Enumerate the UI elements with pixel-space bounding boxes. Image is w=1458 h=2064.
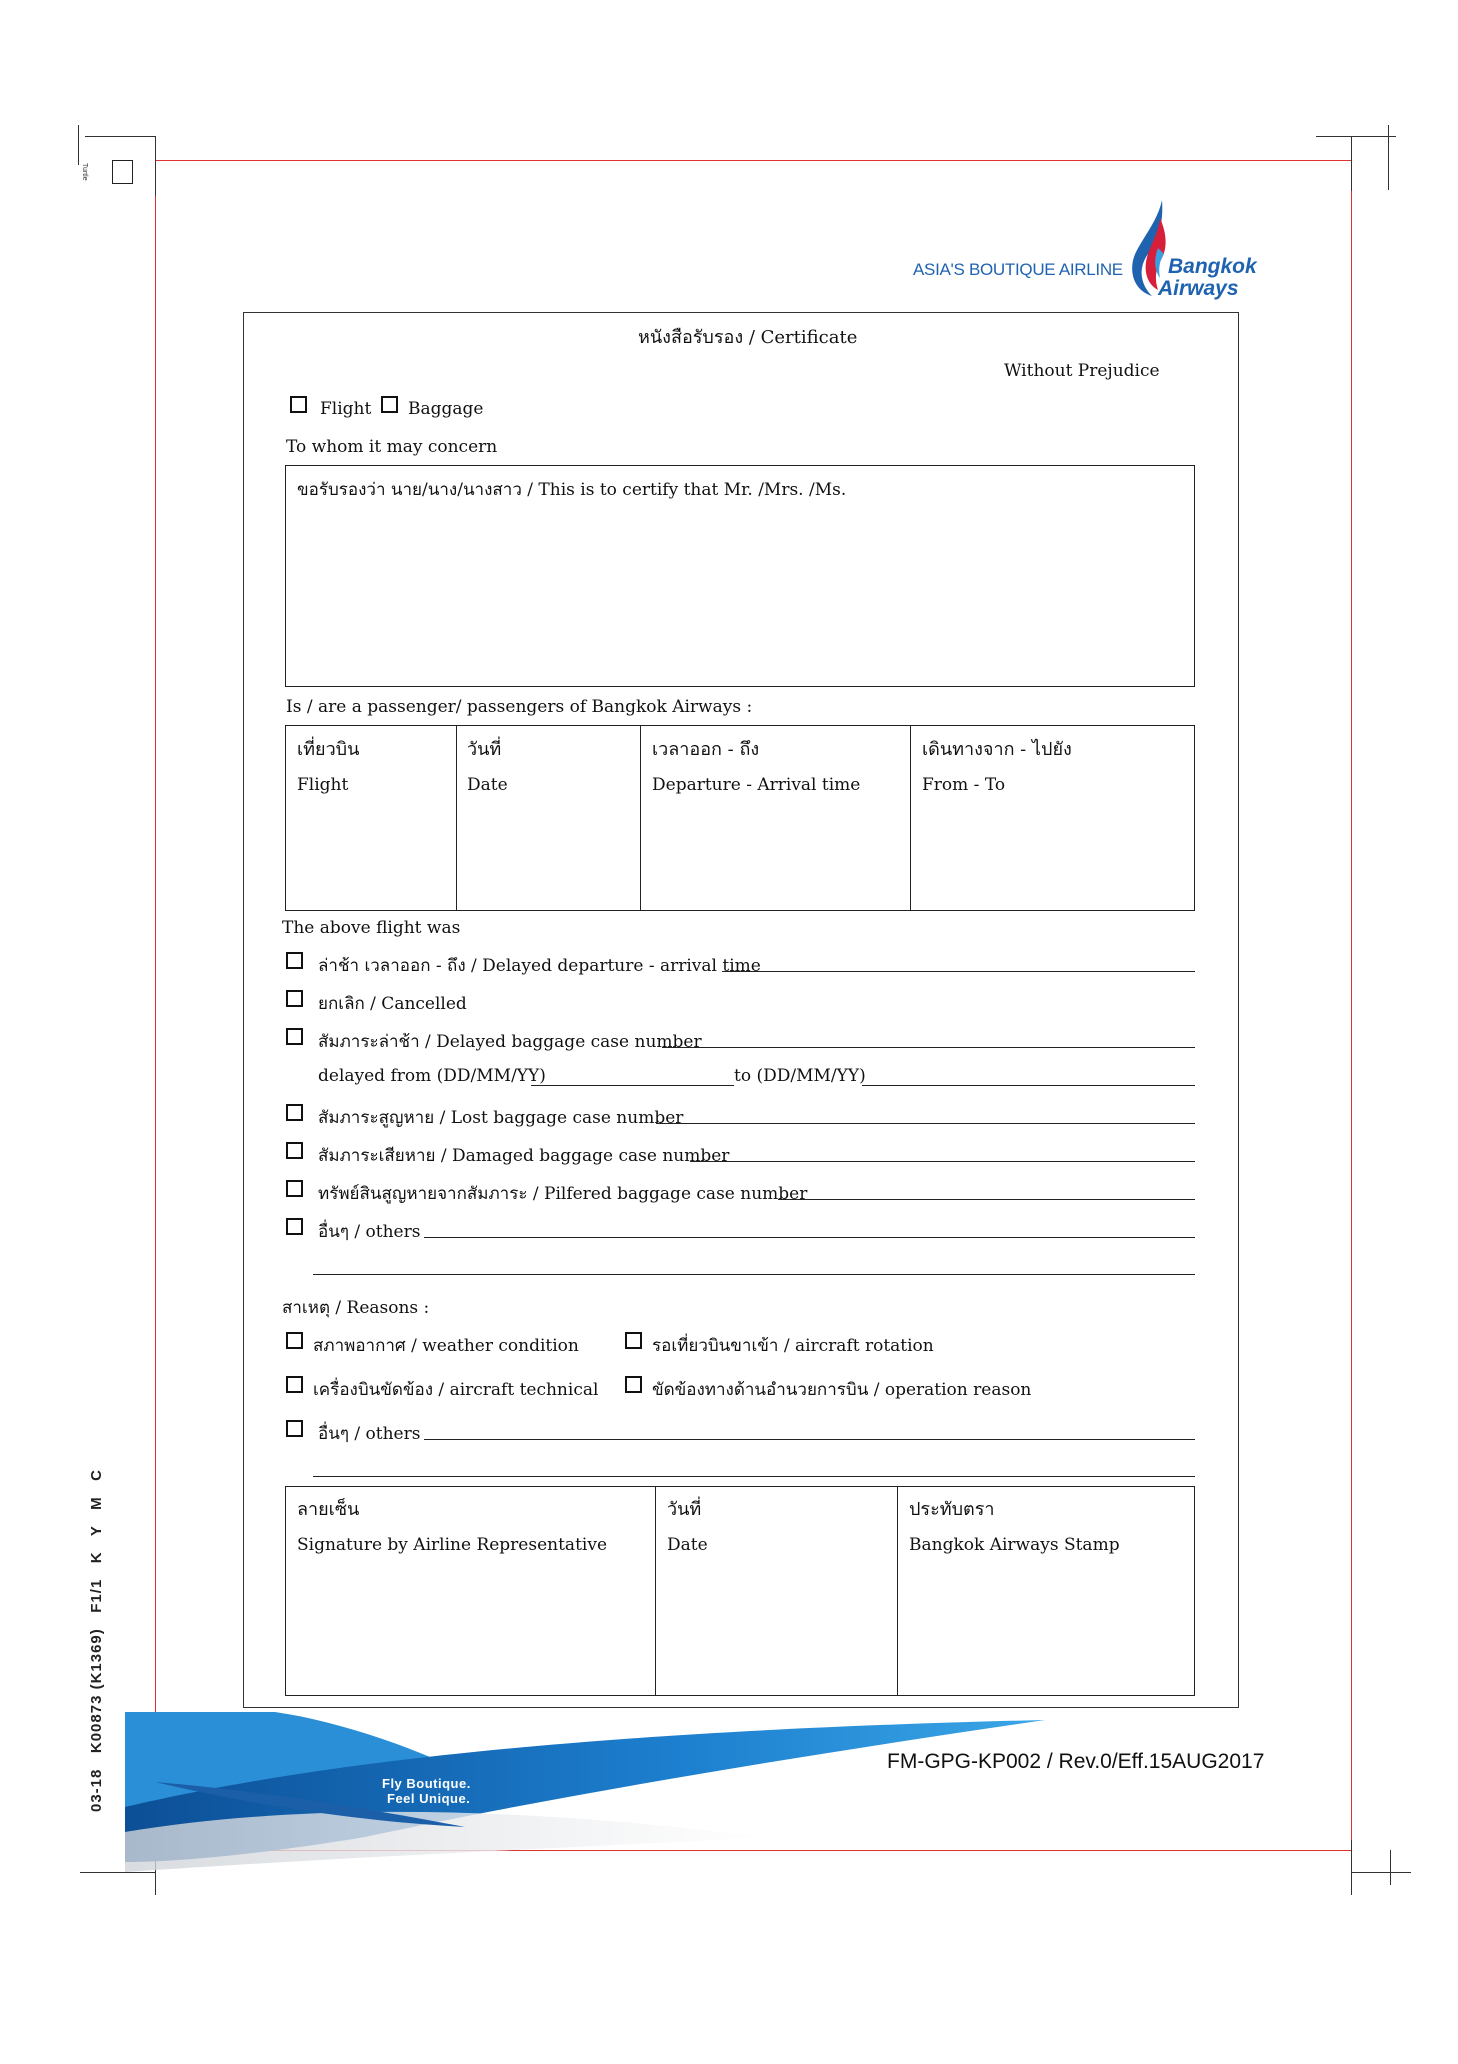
- reason-technical-checkbox[interactable]: [286, 1376, 303, 1393]
- status-cancelled-label: ยกเลิก / Cancelled: [318, 994, 467, 1014]
- damaged-baggage-case-field[interactable]: [690, 1161, 1195, 1162]
- reason-rotation-checkbox[interactable]: [625, 1332, 642, 1349]
- reason-others-field-line2[interactable]: [313, 1476, 1195, 1477]
- delayed-to-label: to (DD/MM/YY): [734, 1066, 866, 1086]
- status-cancelled-checkbox[interactable]: [286, 990, 303, 1007]
- signature-table: [285, 1486, 1195, 1696]
- baggage-checkbox[interactable]: [381, 396, 398, 413]
- status-pilfered-checkbox[interactable]: [286, 1180, 303, 1197]
- footer-swoosh: [125, 1712, 1075, 1872]
- reason-operation-label: ขัดข้องทางด้านอำนวยการบิน / operation reason: [652, 1380, 1032, 1400]
- corner-register-box: [112, 160, 133, 184]
- to-whom-text: To whom it may concern: [286, 437, 498, 457]
- brand-tagline: ASIA'S BOUTIQUE AIRLINE: [913, 260, 1123, 279]
- crop-mark-bl-h: [80, 1872, 155, 1873]
- reason-rotation-label: รอเที่ยวบินขาเข้า / aircraft rotation: [652, 1336, 934, 1356]
- date-header-en: Date: [467, 775, 508, 795]
- delayed-to-field[interactable]: [862, 1085, 1195, 1086]
- reason-weather-label: สภาพอากาศ / weather condition: [313, 1336, 579, 1356]
- status-others-label: อื่นๆ / others: [318, 1222, 421, 1242]
- flight-table-divider-3: [910, 725, 911, 911]
- signature-table-divider-1: [655, 1486, 656, 1696]
- crop-mark-tr-reg: [1388, 125, 1389, 190]
- route-header-th: เดินทางจาก - ไปยัง: [922, 739, 1072, 760]
- flight-table-divider-1: [456, 725, 457, 911]
- flight-table-divider-2: [640, 725, 641, 911]
- passenger-line: Is / are a passenger/ passengers of Bangkok Airways :: [286, 697, 753, 717]
- trim-line-top: [155, 160, 1351, 161]
- status-lost-label: สัมภาระสูญหาย / Lost baggage case number: [318, 1108, 684, 1128]
- signature-header-en: Signature by Airline Representative: [297, 1535, 608, 1555]
- reason-others-checkbox[interactable]: [286, 1420, 303, 1437]
- crop-mark-tl-v: [155, 136, 156, 196]
- slogan-line-1: Fly Boutique.: [382, 1776, 471, 1791]
- delayed-from-field[interactable]: [531, 1085, 734, 1086]
- status-delayed-baggage-label: สัมภาระล่าช้า / Delayed baggage case number: [318, 1032, 702, 1052]
- status-pilfered-label: ทรัพย์สินสูญหายจากสัมภาระ / Pilfered baggage case number: [318, 1184, 808, 1204]
- flight-header-en: Flight: [297, 775, 349, 795]
- status-damaged-checkbox[interactable]: [286, 1142, 303, 1159]
- signature-header-th: ลายเซ็น: [297, 1499, 360, 1520]
- crop-mark-br-h: [1351, 1872, 1411, 1873]
- flight-checkbox-label: Flight: [320, 399, 372, 419]
- flight-header-th: เที่ยวบิน: [297, 739, 360, 760]
- without-prejudice: Without Prejudice: [1004, 361, 1160, 381]
- reason-others-field[interactable]: [424, 1439, 1195, 1440]
- flight-checkbox[interactable]: [290, 396, 307, 413]
- crop-mark-br-v: [1351, 1840, 1352, 1895]
- slogan-line-2: Feel Unique.: [387, 1791, 471, 1806]
- route-header-en: From - To: [922, 775, 1006, 795]
- time-header-th: เวลาออก - ถึง: [652, 739, 760, 760]
- trim-line-right: [1351, 160, 1352, 1850]
- logo-text-bangkok: Bangkok: [1168, 255, 1257, 278]
- lost-baggage-case-field[interactable]: [656, 1123, 1195, 1124]
- pilfered-baggage-case-field[interactable]: [778, 1199, 1195, 1200]
- date-header-th: วันที่: [467, 739, 502, 760]
- time-header-en: Departure - Arrival time: [652, 775, 861, 795]
- print-side-code: 03-18 K00873 (K1369) F1/1 K Y M C: [88, 1469, 105, 1812]
- reason-weather-checkbox[interactable]: [286, 1332, 303, 1349]
- reason-technical-label: เครื่องบินขัดข้อง / aircraft technical: [313, 1380, 599, 1400]
- baggage-checkbox-label: Baggage: [408, 399, 484, 419]
- status-others-checkbox[interactable]: [286, 1218, 303, 1235]
- stamp-header-en: Bangkok Airways Stamp: [909, 1535, 1120, 1555]
- reason-others-label: อื่นๆ / others: [318, 1424, 421, 1444]
- above-flight-text: The above flight was: [282, 918, 461, 938]
- status-others-field-line2[interactable]: [313, 1274, 1195, 1275]
- delayed-baggage-case-field[interactable]: [662, 1047, 1195, 1048]
- sign-date-header-en: Date: [667, 1535, 708, 1555]
- corner-label: Turtle: [81, 163, 88, 181]
- crop-mark-tl-reg: [78, 125, 79, 165]
- reason-operation-checkbox[interactable]: [625, 1376, 642, 1393]
- status-damaged-label: สัมภาระเสียหาย / Damaged baggage case number: [318, 1146, 730, 1166]
- trim-line-left: [155, 160, 156, 1850]
- status-delayed-field[interactable]: [722, 971, 1195, 972]
- status-others-field[interactable]: [424, 1237, 1195, 1238]
- crop-mark-tr-v: [1351, 136, 1352, 191]
- logo-text-airways: Airways: [1158, 277, 1239, 300]
- crop-mark-tl-h: [85, 136, 155, 137]
- certify-label: ขอรับรองว่า นาย/นาง/นางสาว / This is to certify that Mr. /Mrs. /Ms.: [297, 480, 847, 500]
- form-title: หนังสือรับรอง / Certificate: [638, 327, 858, 348]
- form-code: FM-GPG-KP002 / Rev.0/Eff.15AUG2017: [887, 1750, 1265, 1773]
- reasons-label: สาเหตุ / Reasons :: [282, 1298, 430, 1318]
- crop-mark-tr-h: [1316, 136, 1396, 137]
- stamp-header-th: ประทับตรา: [909, 1499, 995, 1520]
- delayed-from-label: delayed from (DD/MM/YY): [318, 1066, 546, 1086]
- crop-mark-br-reg: [1390, 1850, 1391, 1885]
- status-lost-checkbox[interactable]: [286, 1104, 303, 1121]
- status-delayed-checkbox[interactable]: [286, 952, 303, 969]
- signature-table-divider-2: [897, 1486, 898, 1696]
- status-delayed-label: ล่าช้า เวลาออก - ถึง / Delayed departure - arrival time: [318, 956, 761, 976]
- status-delayed-baggage-checkbox[interactable]: [286, 1028, 303, 1045]
- sign-date-header-th: วันที่: [667, 1499, 702, 1520]
